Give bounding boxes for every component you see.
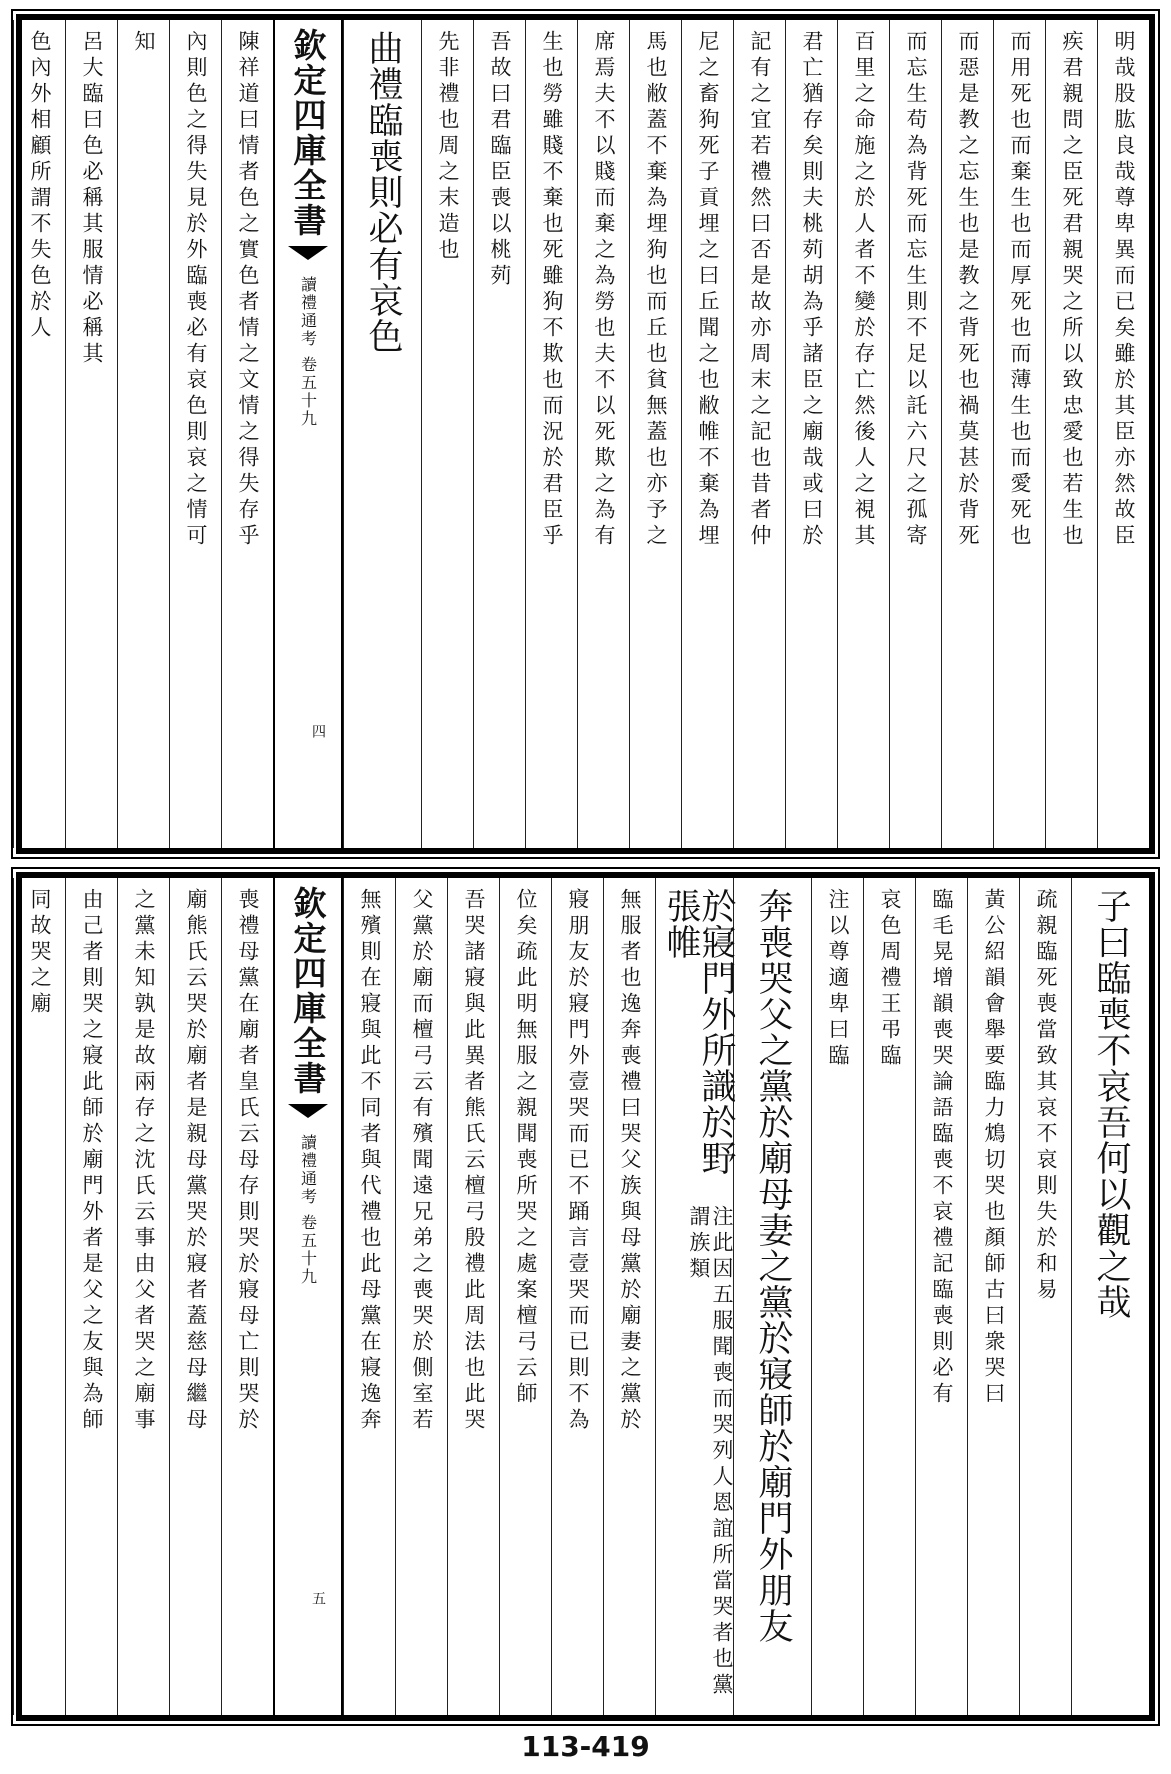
commentary-text: 同故哭之廟 bbox=[28, 888, 52, 1018]
commentary-text: 百里之命施之於人者不變於存亡然後人之視其 bbox=[852, 30, 876, 550]
commentary-text: 而惡是教之忘生也是教之背死也禍莫甚於背死 bbox=[956, 30, 980, 550]
text-column bbox=[551, 878, 603, 1715]
text-column bbox=[65, 878, 117, 1715]
lower-page-block bbox=[16, 872, 1155, 1721]
text-column bbox=[0, 878, 13, 1715]
commentary-text: 哀色周禮王弔臨 bbox=[878, 888, 902, 1070]
text-column bbox=[603, 878, 655, 1715]
volume-label: 卷五十九 bbox=[298, 356, 318, 428]
page-gutter bbox=[273, 878, 343, 1715]
commentary-text: 無殯則在寢與此不同者與代禮也此母黨在寢逸奔 bbox=[358, 888, 382, 1434]
text-column bbox=[421, 20, 473, 848]
text-column bbox=[499, 878, 551, 1715]
commentary-text: 知 bbox=[132, 30, 156, 56]
commentary-text: 吾哭諸寢與此異者熊氏云檀弓殷禮此周法也此哭 bbox=[462, 888, 486, 1434]
text-column bbox=[525, 20, 577, 848]
text-column bbox=[447, 878, 499, 1715]
commentary-text: 記有之宜若禮然曰否是故亦周末之記也昔者仲 bbox=[748, 30, 772, 550]
commentary-text: 呂大臨曰色必稱其服情必稱其 bbox=[80, 30, 104, 368]
commentary-text: 黃公紹韻會舉要臨力鴆切哭也顏師古曰衆哭曰 bbox=[982, 888, 1006, 1408]
text-column bbox=[967, 878, 1019, 1715]
leaf-number: 五 bbox=[310, 1591, 326, 1605]
collection-title: 欽定四庫全書 bbox=[288, 28, 328, 238]
text-column bbox=[915, 878, 967, 1715]
text-column bbox=[13, 20, 65, 848]
annotation-text: 注此因五服聞喪而哭列人恩誼所當哭者也黨謂族類 bbox=[686, 1205, 734, 1700]
commentary-text: 喪禮母黨在廟者皇氏云母存則哭於寢母亡則哭於 bbox=[236, 888, 260, 1434]
text-column bbox=[655, 878, 736, 1715]
commentary-text: 位矣疏此明無服之親聞喪所哭之處案檀弓云師 bbox=[514, 888, 538, 1408]
commentary-text: 無服者也逸奔喪禮曰哭父族與母黨於廟妻之黨於 bbox=[618, 888, 642, 1434]
text-column bbox=[65, 20, 117, 848]
page-gutter bbox=[273, 20, 343, 848]
text-column bbox=[169, 878, 221, 1715]
text-column bbox=[733, 878, 811, 1715]
text-column bbox=[1019, 878, 1071, 1715]
text-column bbox=[0, 20, 13, 848]
leaf-number: 四 bbox=[310, 724, 326, 738]
commentary-text: 而用死也而棄生也而厚死也而薄生也而愛死也 bbox=[1008, 30, 1032, 550]
commentary-text: 吾故曰君臨臣喪以桃茢 bbox=[488, 30, 512, 290]
text-column bbox=[811, 878, 863, 1715]
commentary-text: 先非禮也周之末造也 bbox=[436, 30, 460, 264]
commentary-text: 尼之畜狗死子貢埋之曰丘聞之也敝帷不棄為埋 bbox=[696, 30, 720, 550]
collection-title: 欽定四庫全書 bbox=[288, 886, 328, 1096]
commentary-text: 明哉股肱良哉尊卑異而已矣雖於其臣亦然故臣 bbox=[1112, 30, 1136, 550]
text-column bbox=[1071, 878, 1149, 1715]
text-column bbox=[1097, 20, 1149, 848]
text-column bbox=[473, 20, 525, 848]
commentary-text: 臨毛晃增韻喪哭論語臨喪不哀禮記臨喪則必有 bbox=[930, 888, 954, 1408]
volume-label: 卷五十九 bbox=[298, 1214, 318, 1286]
text-column bbox=[993, 20, 1045, 848]
main-text: 於寢門外所識於野張帷 bbox=[661, 888, 736, 1176]
text-column bbox=[733, 20, 785, 848]
main-text: 子曰臨喪不哀吾何以觀之哉 bbox=[1091, 888, 1131, 1320]
text-column bbox=[343, 878, 395, 1715]
fish-tail-mark-icon bbox=[288, 246, 328, 260]
commentary-text: 席焉夫不以賤而棄之為勞也夫不以死欺之為有 bbox=[592, 30, 616, 550]
commentary-text: 寢朋友於寢門外壹哭而已不踊言壹哭而已則不為 bbox=[566, 888, 590, 1434]
upper-page-block bbox=[16, 14, 1155, 854]
commentary-text: 注以尊適卑曰臨 bbox=[826, 888, 850, 1070]
commentary-text: 疾君親問之臣死君親哭之所以致忠愛也若生也 bbox=[1060, 30, 1084, 550]
main-text: 奔喪哭父之黨於廟母妻之黨於寢師於廟門外朋友 bbox=[753, 888, 793, 1644]
commentary-text: 色內外相顧所謂不失色於人 bbox=[28, 30, 52, 342]
commentary-text: 內則色之得失見於外臨喪必有哀色則哀之情可 bbox=[184, 30, 208, 550]
commentary-text: 廟熊氏云哭於廟者是親母黨哭於寢者蓋慈母繼母 bbox=[184, 888, 208, 1434]
commentary-text: 君亡猶存矣則夫桃茢胡為乎諸臣之廟哉或曰於 bbox=[800, 30, 824, 550]
text-column bbox=[785, 20, 837, 848]
text-column bbox=[395, 878, 447, 1715]
text-column bbox=[837, 20, 889, 848]
fish-tail-mark-icon bbox=[288, 1104, 328, 1118]
commentary-text: 馬也敝蓋不棄為埋狗也而丘也貧無蓋也亦予之 bbox=[644, 30, 668, 550]
page-number: 113-419 bbox=[521, 1730, 650, 1763]
text-column bbox=[221, 20, 273, 848]
commentary-text: 父黨於廟而檀弓云有殯聞遠兄弟之喪哭於側室若 bbox=[410, 888, 434, 1434]
book-title: 讀禮通考 bbox=[298, 276, 318, 348]
text-column bbox=[863, 878, 915, 1715]
commentary-text: 之黨未知孰是故兩存之沈氏云事由父者哭之廟事 bbox=[132, 888, 156, 1434]
text-column bbox=[169, 20, 221, 848]
commentary-text: 陳祥道曰情者色之實色者情之文情之得失存乎 bbox=[236, 30, 260, 550]
text-column bbox=[13, 878, 65, 1715]
text-column bbox=[1045, 20, 1097, 848]
text-column bbox=[681, 20, 733, 848]
text-column bbox=[117, 20, 169, 848]
text-column bbox=[221, 878, 273, 1715]
text-column bbox=[577, 20, 629, 848]
text-column bbox=[343, 20, 421, 848]
text-column bbox=[941, 20, 993, 848]
commentary-text: 由己者則哭之寢此師於廟門外者是父之友與為師 bbox=[80, 888, 104, 1434]
commentary-text: 疏親臨死喪當致其哀不哀則失於和易 bbox=[1034, 888, 1058, 1304]
main-text: 曲禮臨喪則必有哀色 bbox=[363, 30, 403, 354]
commentary-text: 生也勞雖賤不棄也死雖狗不欺也而況於君臣乎 bbox=[540, 30, 564, 550]
text-column bbox=[889, 20, 941, 848]
text-column bbox=[629, 20, 681, 848]
commentary-text: 而忘生苟為背死而忘生則不足以託六尺之孤寄 bbox=[904, 30, 928, 550]
book-title: 讀禮通考 bbox=[298, 1134, 318, 1206]
text-column bbox=[117, 878, 169, 1715]
